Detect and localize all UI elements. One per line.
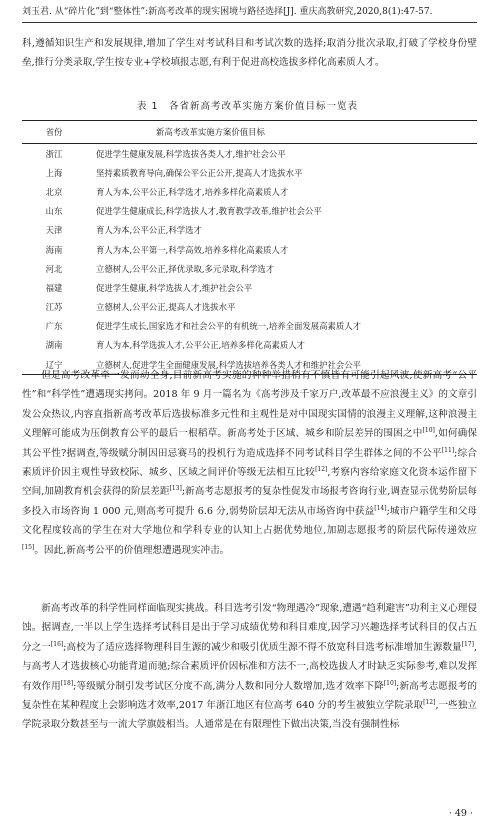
citation-ref: [12]	[423, 698, 436, 706]
table-row	[22, 182, 477, 201]
value-goal-cell: 立德树人,促进学生全面健康发展,科学选拔培养各类人才和维护社会公平	[86, 355, 477, 375]
table-caption: 表 1 各省新高考改革实施方案价值目标一览表	[136, 101, 359, 112]
policy-goals-table	[22, 120, 477, 375]
value-goal-cell: 育人为本,科学选拔人才,公平公正,培养多样化高素质人才	[96, 340, 305, 351]
table-row	[22, 144, 477, 164]
column-header-province: 省份	[22, 121, 86, 144]
table-header-row	[22, 121, 477, 144]
value-goal-cell: 育人为本,公平第一,科学高效,培养多样化高素质人才	[96, 244, 289, 255]
province-cell: 上海	[45, 167, 63, 178]
province-cell: 福建	[45, 282, 63, 293]
paragraph-text: ,一些独立学院录取分数甚至与一流大学旗鼓相当。人通常是在有限理性下做出决策,当没有强制性标	[22, 700, 477, 731]
citation-ref: [15]	[22, 543, 35, 551]
value-goal-cell: 育人为本,公平公正,科学选才	[96, 225, 202, 236]
citation-ref: [12]	[315, 465, 328, 473]
value-goal-cell: 促进学生健康,科学选拔人才,维护社会公平	[96, 282, 253, 293]
body-paragraph-scientific	[22, 599, 477, 735]
province-cell: 浙江	[45, 148, 63, 159]
paragraph-text: ,与高考人才选拔核心功能背道而驰;综合素质评价因标准和方法不一,高校选拔人才时缺乏实际参考,难以发挥有效作用	[22, 641, 478, 692]
citation-ref: [18]	[60, 679, 74, 687]
table-row	[22, 336, 477, 355]
value-goal-cell: 育人为本,公平公正,科学选才,培养多样化高素质人才	[96, 186, 289, 197]
citation-ref: [17]	[461, 640, 474, 648]
paragraph-text: 新高考改革的科学性同样面临现实挑战。科目选考引发“物理遇冷”现象,遭遇“趋利避害”功利主义心理侵蚀。据调查,一半以上学生选择考试科目是出于学习成绩优势和科目难度,因学习兴趣选择考试科目的仅占五分之一	[22, 603, 477, 653]
paragraph-text: ;新高考志愿报考的复杂性在某种程度上会影响选才效率,2017 年浙江地区有位高考 640 分的考生被独立学院录取	[22, 680, 478, 712]
intro-paragraph: 科,遵循知识生产和发展规律,增加了学生对考试科目和考试次数的选择;取消分批次录取,打破了学校身份壁垒,推行分类录取,学生按专业+学校填报志愿,有利于促进高校选拔多样化高素质人才。	[22, 38, 477, 69]
province-cell: 山东	[45, 206, 63, 217]
province-cell: 北京	[45, 186, 63, 197]
paragraph-text: ;综合素质评价因主观性导致校际、城乡、区域之间评价等级无法相互比较	[22, 447, 477, 479]
running-header-citation: 刘玉君. 从“碎片化”到“整体性”:新高考改革的现实困境与路径选择[J]. 重庆高教研究,2020,8(1):47-57.	[22, 6, 477, 23]
citation-ref: [14]	[374, 504, 387, 512]
value-goal-cell: 立德树人,公平公正,提高人才选拔水平	[96, 302, 236, 313]
citation-ref: [10]	[383, 679, 397, 687]
paragraph-text: 。因此,新高考公平的价值理想遭遇现实冲击。	[34, 544, 230, 556]
citation-ref: [13]	[169, 485, 182, 493]
table-row	[22, 163, 477, 182]
column-header-value-goal: 新高考改革实施方案价值目标	[86, 121, 477, 144]
value-goal-cell: 坚持素质教育导向,确保公平公正公开,提高人才选拔水平	[96, 167, 303, 178]
table-row	[22, 278, 477, 297]
paragraph-text: ;等级赋分制引发考试区分度不高,满分人数和同分人数增加,选才效率下降	[73, 680, 384, 692]
province-cell: 河北	[45, 263, 63, 274]
body-paragraph-fairness	[22, 366, 477, 560]
value-goal-cell: 促进学生健康发展,科学选拔各类人才,维护社会公平	[96, 148, 286, 159]
paragraph-text: 但是高考改革牵一发而动全身,目前新高考实施的种种举措稍有不慎皆有可能引起风波,使新高考“公平性”和“科学性”遭遇现实拷问。2018 年 9 月一篇名为《高考涉及千家万户,改革最不应浪漫主义》的文章引发公众热议,内容直指新高考改革后选拔标准多元性和主观性是对中国现实国情的浪漫主义理解,这种浪漫主义理解可能成为压倒教育公平的最后一根稻草。新高考处于区域、城乡和阶层差异的围困之中	[22, 370, 477, 440]
table-row	[22, 221, 477, 240]
page-number: · 49 ·	[448, 808, 473, 819]
paragraph-text: ,如何确保其公平性?据调查,等级赋分制因田忌赛马的投机行为造成选择不同考试科目学生群体之间的不公平	[22, 428, 478, 459]
paragraph-text: ;城市户籍学生和父母文化程度较高的学生在对大学地位和学科专业的认知上占据优势地位,加剧志愿报考的阶层代际传递效应	[22, 505, 477, 537]
citation-ref: [10]	[422, 427, 435, 435]
paragraph-text: ;高校为了适应选择物理科目生源的减少和吸引优质生源不得不放宽科目选考标准增加生源数量	[63, 641, 462, 653]
value-goal-cell: 促进学生健康成长,科学选拔人才,教育教学改革,维护社会公平	[96, 206, 322, 217]
province-cell: 江苏	[45, 302, 63, 313]
paragraph-text: ,考察内容给家庭文化资本运作留下空间,加剧教育机会获得的阶层差距	[22, 467, 477, 498]
table-row	[22, 202, 477, 221]
value-goal-cell: 立德树人,公平公正,择优录取,多元录取,科学选才	[96, 263, 275, 274]
citation-ref: [16]	[50, 640, 64, 648]
table-row	[22, 259, 477, 278]
table-row	[22, 240, 477, 259]
citation-ref: [11]	[441, 446, 455, 454]
province-cell: 湖南	[45, 340, 63, 351]
table-row	[22, 298, 477, 317]
paragraph-text: ;新高考志愿报考的复杂性促发市场报考咨询行业,调查显示优势阶层每多投入市场咨询 1 000 元,则高考可提升 6.6 分,弱势阶层却无法从市场咨询中获益	[22, 486, 477, 517]
province-cell: 海南	[45, 244, 63, 255]
province-cell: 辽宁	[22, 355, 86, 375]
table-row	[22, 317, 477, 336]
province-cell: 广东	[45, 321, 63, 332]
value-goal-cell: 促进学生成长,国家选才和社会公平的有机统一,培养全面发展高素质人才	[96, 321, 361, 332]
province-cell: 天津	[45, 225, 63, 236]
